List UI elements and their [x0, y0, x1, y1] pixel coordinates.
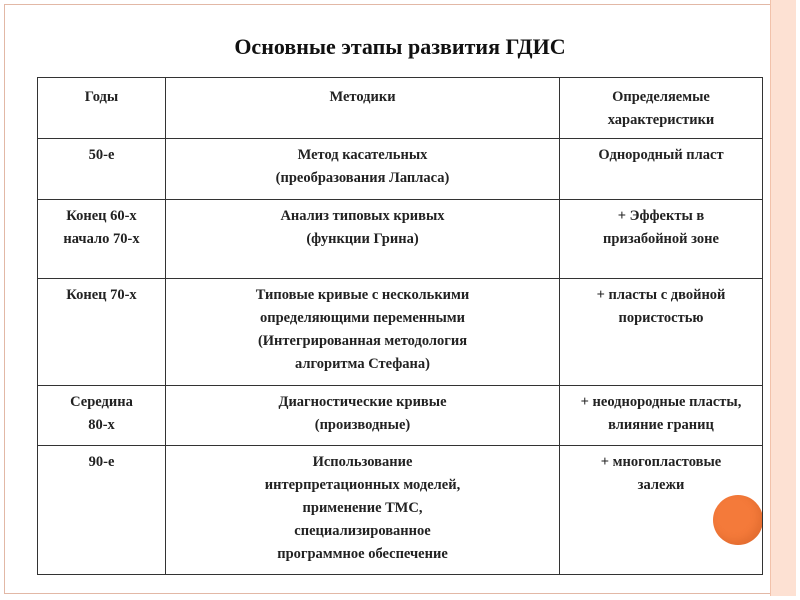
development-stages-table — [37, 77, 763, 575]
table-row — [38, 139, 763, 200]
table-row — [38, 446, 763, 575]
cell-characteristics: + неоднородные пласты, влияние границ — [560, 386, 763, 446]
cell-characteristics: + Эффекты в призабойной зоне — [560, 200, 763, 279]
cell-methods: Диагностические кривые (производные) — [166, 386, 560, 446]
table-row — [38, 279, 763, 386]
cell-methods: Использование интерпретационных моделей, применение ТМС, специализированное программное обеспечение — [166, 446, 560, 575]
table-row — [38, 386, 763, 446]
decorative-side-band — [770, 0, 796, 596]
cell-years: Конец 70-х — [38, 279, 166, 386]
cell-years: Середина 80-х — [38, 386, 166, 446]
column-header-methods: Методики — [166, 78, 560, 139]
cell-years: Конец 60-х начало 70-х — [38, 200, 166, 279]
cell-years: 50-е — [38, 139, 166, 200]
column-header-years: Годы — [38, 78, 166, 139]
cell-methods: Типовые кривые с несколькими определяющими переменными (Интегрированная методология алгоритма Стефана) — [166, 279, 560, 386]
column-header-characteristics: Определяемые характеристики — [560, 78, 763, 139]
cell-years: 90-е — [38, 446, 166, 575]
cell-methods: Метод касательных (преобразования Лапласа) — [166, 139, 560, 200]
page-title: Основные этапы развития ГДИС — [234, 34, 566, 59]
cell-characteristics: Однородный пласт — [560, 139, 763, 200]
cell-characteristics: + пласты с двойной пористостью — [560, 279, 763, 386]
cell-characteristics: + многопластовые залежи — [560, 446, 763, 575]
cell-methods: Анализ типовых кривых (функции Грина) — [166, 200, 560, 279]
table-header-row — [38, 78, 763, 139]
table-row — [38, 200, 763, 279]
